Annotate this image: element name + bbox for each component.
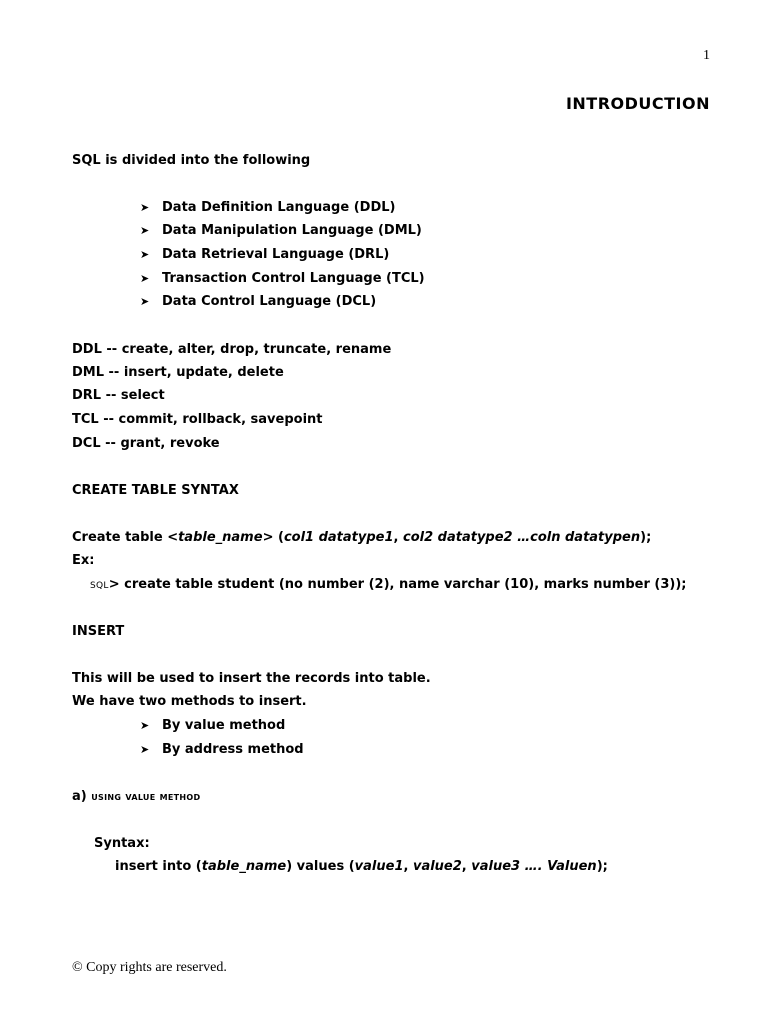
method-label: By address method — [162, 742, 304, 757]
language-item — [140, 247, 389, 262]
language-item — [140, 223, 422, 238]
language-item — [140, 200, 395, 215]
method-item — [140, 742, 304, 757]
insert-syntax-value1: value1 — [354, 859, 404, 874]
insert-syntax-suffix: ); — [596, 859, 608, 874]
insert-description: We have two methods to insert. — [72, 694, 307, 709]
language-item — [140, 294, 376, 309]
syntax-prefix: Create table < — [72, 530, 179, 545]
sql-statement: > create table student (no number (2), name varchar (10), marks number (3)); — [108, 577, 687, 592]
language-label: Transaction Control Language (TCL) — [162, 271, 425, 286]
syntax-label: Syntax: — [94, 836, 150, 851]
arrow-bullet-icon: ➤ — [140, 201, 150, 214]
syntax-col1: col1 datatype1 — [283, 530, 394, 545]
create-table-syntax — [72, 530, 651, 545]
intro-text: SQL is divided into the following — [72, 153, 311, 168]
arrow-bullet-icon: ➤ — [140, 743, 150, 756]
sql-prompt: SQL — [90, 581, 109, 591]
language-label: Data Control Language (DCL) — [162, 294, 377, 309]
syntax-table-name: table_name — [178, 530, 263, 545]
language-label: Data Definition Language (DDL) — [162, 200, 396, 215]
section-a-title: using value method — [91, 790, 201, 803]
command-line: TCL -- commit, rollback, savepoint — [72, 412, 323, 427]
syntax-suffix: ); — [640, 530, 652, 545]
syntax-col2: col2 datatype2 …coln datatypen — [403, 530, 641, 545]
page-number: 1 — [703, 48, 710, 63]
method-label: By value method — [162, 718, 286, 733]
insert-syntax-value3: value3 …. Valuen — [471, 859, 597, 874]
example-label: Ex: — [72, 553, 95, 568]
insert-syntax-mid: ) values ( — [286, 859, 355, 874]
arrow-bullet-icon: ➤ — [140, 295, 150, 308]
insert-syntax-comma: , — [403, 859, 413, 874]
insert-syntax-comma: , — [461, 859, 472, 874]
command-line: DDL -- create, alter, drop, truncate, rename — [72, 342, 392, 357]
command-line: DML -- insert, update, delete — [72, 365, 284, 380]
insert-description: This will be used to insert the records into table. — [72, 671, 431, 686]
syntax-mid: > ( — [262, 530, 284, 545]
language-item — [140, 271, 425, 286]
insert-syntax-table-name: table_name — [201, 859, 287, 874]
create-table-heading: CREATE TABLE SYNTAX — [72, 483, 239, 498]
method-item — [140, 718, 285, 733]
syntax-comma: , — [393, 530, 403, 545]
arrow-bullet-icon: ➤ — [140, 719, 150, 732]
sql-example — [90, 577, 686, 592]
language-label: Data Retrieval Language (DRL) — [162, 247, 390, 262]
insert-syntax-value2: value2 — [412, 859, 462, 874]
arrow-bullet-icon: ➤ — [140, 224, 150, 237]
command-line: DRL -- select — [72, 388, 165, 403]
section-a-label: a) — [72, 789, 92, 804]
insert-heading: INSERT — [72, 624, 125, 639]
arrow-bullet-icon: ➤ — [140, 272, 150, 285]
insert-syntax-prefix: insert into ( — [115, 859, 202, 874]
section-a-heading — [72, 789, 200, 804]
copyright-footer: © Copy rights are reserved. — [72, 960, 227, 975]
page-title: INTRODUCTION — [565, 94, 710, 113]
command-line: DCL -- grant, revoke — [72, 436, 220, 451]
arrow-bullet-icon: ➤ — [140, 248, 150, 261]
insert-syntax — [115, 859, 608, 874]
language-label: Data Manipulation Language (DML) — [162, 223, 422, 238]
